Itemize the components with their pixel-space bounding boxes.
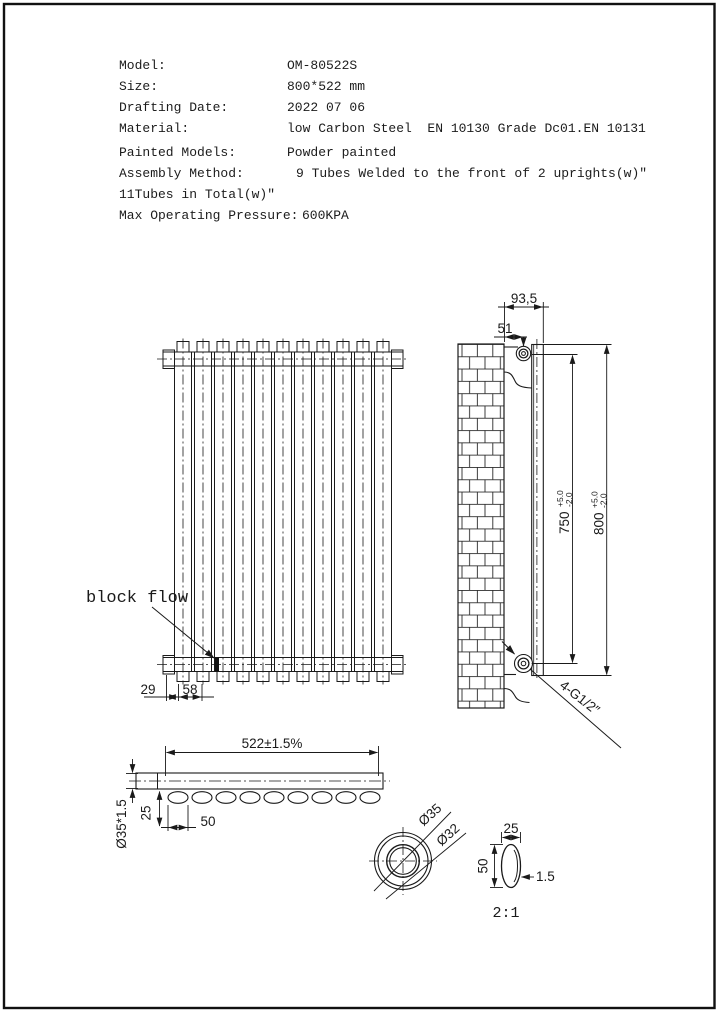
bottom-bracket: [504, 675, 530, 703]
detail-oval-section: [476, 821, 555, 922]
dim-tube-depth: 25: [138, 805, 154, 821]
dim-tube-width: 50: [200, 814, 216, 829]
dim-wall-thickness: 1.5: [536, 869, 555, 884]
plan-view: [114, 736, 390, 849]
flow-blocker: [215, 658, 220, 672]
spec-label: Material:: [119, 121, 190, 136]
dim-50-lines: [161, 805, 196, 831]
dim-outer-diameter: Ø35: [415, 800, 445, 829]
side-view: [458, 291, 621, 748]
brick-wall: [458, 344, 504, 708]
detail-round-section: [369, 801, 466, 899]
dim-overall-height: [586, 487, 609, 535]
spec-value: low Carbon Steel EN 10130 Grade Dc01.EN 10131: [287, 121, 646, 136]
dim-overall-width: 522±1.5%: [241, 736, 303, 751]
dim-tube-pitch: 58: [182, 682, 198, 697]
dim-800-tol-minus: -2.0: [598, 493, 609, 508]
spec-value: 800*522 mm: [287, 79, 366, 94]
svg-text:800 +5.0 -: [586, 487, 609, 535]
spec-value: 600KPA: [302, 208, 349, 223]
top-bolt: [516, 346, 530, 360]
spec-label: Painted Models:: [119, 145, 237, 160]
spec-label: Max Operating Pressure:: [119, 208, 299, 223]
dim-bracket-span: [551, 486, 574, 534]
spec-label: Model:: [119, 58, 166, 73]
svg-text:750 +5.0 -: [551, 486, 574, 534]
spec-label: 11Tubes in Total(w)″: [119, 187, 276, 202]
connection-leader: [530, 669, 621, 748]
spec-label: Drafting Date:: [119, 100, 229, 115]
spec-value: Powder painted: [287, 145, 397, 160]
connection-label: 4-G1/2″: [557, 677, 603, 718]
dim-800-tol-plus: +5.0: [589, 491, 600, 508]
front-view: [86, 339, 409, 702]
detail-scale-label: 2:1: [492, 905, 520, 922]
dim-750-tol-plus: +5.0: [555, 490, 565, 507]
block-flow-label: block flow: [86, 589, 189, 608]
dim-edge-offset: 29: [140, 682, 156, 697]
spec-value: 2022 07 06: [287, 100, 366, 115]
dim-inner-diameter: Ø32: [433, 820, 463, 849]
dim-800-value: 800: [591, 512, 607, 535]
dim-wall-to-front: 93,5: [510, 291, 538, 306]
bottom-bolt: [515, 655, 533, 673]
tube-array: [175, 339, 392, 685]
dim-750-value: 750: [557, 511, 572, 534]
dim-oval-height: 50: [475, 858, 491, 874]
tube-sections: [168, 792, 380, 804]
dim-header-tube: Ø35*1.5: [114, 799, 129, 849]
spec-value: OM-80522S: [287, 58, 358, 73]
dim-oval-width: 25: [503, 821, 519, 836]
dim-750-tol-minus: -2.0: [564, 492, 574, 507]
spec-value: 9 Tubes Welded to the front of 2 uprights(w)″: [296, 166, 648, 181]
dim-wall-to-bolt: 51: [497, 321, 513, 336]
spec-label: Size:: [119, 79, 159, 94]
spec-label: Assembly Method:: [119, 166, 244, 181]
